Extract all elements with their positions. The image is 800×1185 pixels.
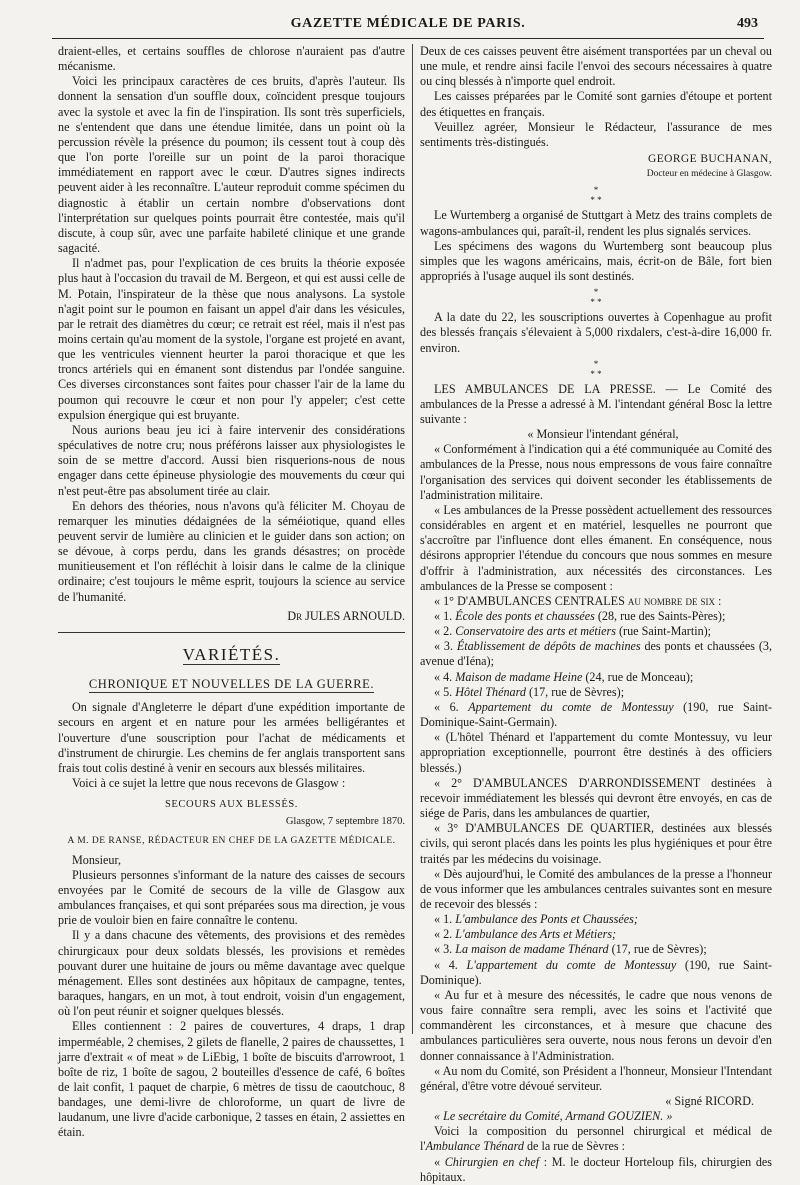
paragraph: « 3° D'AMBULANCES DE QUARTIER, destinées aux blessés civils, qui seront placés dans les points les plus hygiéniques et pour être traités par les médecins du voisinage. [420, 821, 772, 866]
section-stars: * * * [590, 287, 602, 308]
signature-title: Docteur en médecine à Glasgow. [646, 169, 772, 180]
paragraph: « Chirurgien en chef : M. le docteur Horteloup fils, chirurgien des hôpitaux. [420, 1154, 773, 1184]
paragraph: draient-elles, et certains souffles de chlorose n'auraient pas d'autre mécanisme. [58, 44, 405, 74]
paragraph: « Au nom du Comité, son Président a l'honneur, Monsieur l'Intendant général, d'être votre dévoué serviteur. [420, 1063, 772, 1093]
letter-salutation: « Monsieur l'intendant général, [527, 427, 679, 442]
chronique-title: CHRONIQUE ET NOUVELLES DE LA GUERRE. [88, 677, 375, 692]
paragraph: Le Wurtemberg a organisé de Stuttgart à Metz des trains complets de wagons-ambulances qui, paraît-il, rendent les plus signalés services. [420, 208, 772, 238]
paragraph [420, 382, 772, 427]
section-stars: * * * [590, 358, 602, 379]
list-item: « 4. Maison de madame Heine (24, rue de Monceau); [434, 669, 694, 684]
paragraph: Voici la composition du personnel chirurgical et médical de l'Ambulance Thénard de la rue de Sèvres : [420, 1124, 772, 1154]
paragraph: En dehors des théories, nous n'avons qu'à féliciter M. Choyau de remarquer les minuties dédaignées de la séméiotique, quand elles peuvent servir de lumière au clinicien et le guider dans son action; on se dévoue, à corps perdu, dans les grands désastres; on procède munitieusement et l'on réfléchit à loisir dans le calme de la clinique ordinaire; c'est toujours le même esprit, toujours la science au service de l'humanité. [58, 498, 405, 604]
column-divider [412, 44, 413, 1034]
paragraph: Les caisses préparées par le Comité sont garnies d'étoupe et portent des étiquettes en français. [420, 89, 772, 119]
list-item: « 1. L'ambulance des Ponts et Chaussées; [434, 912, 638, 927]
varietes-heading: VARIÉTÉS. [182, 644, 281, 664]
paragraph: Nous aurions beau jeu ici à faire intervenir des considérations spéculatives de notre cru; nous préférons laisser aux physiologistes le soin de se mettre d'accord. Aussi bien risquerions-nous de nous engager dans cette épineuse physiologie des mouvements du cœur qui n'est peut-être pas absolument tirée au clair. [58, 422, 405, 498]
list-heading: « 1° D'AMBULANCES CENTRALES au nombre de six : [434, 593, 722, 608]
press-intro: — Le Comité des ambulances de la Presse a adressé à M. l'intendant général Bosc la lettre suivante : [420, 381, 772, 426]
section-stars: * * * [590, 185, 602, 206]
paragraph: Il n'admet pas, pour l'explication de ces bruits la théorie exposée plus haut à l'occasion du travail de M. Bergeon, et qui est aussi celle de M. Potain, l'inspirateur de la thèse que nous analysons. La systole n'agit point sur le poumon en faisant un appel d'air dans les vésicules, par le retrait des diamètres du cœur; ce retrait est réel, mais il n'est pas moins certain qu'au moment de la systole, l'organe est projeté en avant, que les ventricules viennent heurter la paroi thoracique et que les troncs artériels qui en émanent sont distendus par l'ondée sanguine. Ces diverses circonstances sont faites pour chasser l'air de la lame du poumon qui recouvre le cœur et non pour l'y appeler; c'est cette expulsion énergique qui est bruyante. [58, 256, 405, 422]
chronique-heading [58, 677, 405, 692]
paragraph: Les spécimens des wagons du Wurtemberg sont beaucoup plus simples que les wagons américains, mais, écrit-on de Bâle, fort bien appropriés à l'usage auquel ils sont destinés. [420, 238, 772, 284]
paragraph: A la date du 22, les souscriptions ouvertes à Copenhague au profit des blessés français s'élevaient à 5,000 rixdalers, c'est-à-dire 16,000 fr. environ. [420, 310, 772, 355]
paragraph: « Au fur et à mesure des nécessités, le cadre que nous venons de vous faire connaître sera rempli, avec les soins et l'activité que commandèrent les circonstances, et à mesure que chacune des ambulances particulières sera ouverte, nous nous ferons un devoir d'en donner connaissance à l'Administration. [420, 987, 772, 1063]
list-item: « 6. Appartement du comte de Montessuy (190, rue Saint-Dominique-Saint-Germain). [420, 699, 772, 730]
list-item: « 3. La maison de madame Thénard (17, rue de Sèvres); [434, 942, 707, 957]
list-item: « 2. L'ambulance des Arts et Métiers; [434, 927, 617, 942]
signature-ricord: « Signé RICORD. [665, 1094, 754, 1108]
author-signature: Dr JULES ARNOULD. [287, 608, 405, 623]
paragraph: Voici les principaux caractères de ces bruits, d'après l'auteur. Ils donnent la sensation d'un souffle doux, coïncident presque toujours avec la systole et avec la fin de l'inspiration. Ils sont très superficiels, ne s'entendent que dans une étendue limitée, dans un point où la percussion révèle la présence du poumon; ils cessent tout à coup dès que l'on porte l'oreille sur un point de la paroi thoracique immédiatement en rapport avec le cœur. D'autres signes indirects peuvent aider à les reconnaître. L'auteur reproduit comme spécimen du diagnostic à établir un certain nombre d'observations dont l'interprétation sur quelques points pourrait être contestée, mais qu'il discute, à coup sûr, avec une parfaite habileté clinique et une grande sagacité. [58, 74, 405, 256]
paragraph: Deux de ces caisses peuvent être aisément transportées par un cheval ou une mule, et rendre ainsi facile l'envoi des secours nécessaires à quatre ou cinq blessés à n'importe quel endroit. [420, 44, 772, 89]
page-header [52, 10, 764, 39]
press-heading: LES AMBULANCES DE LA PRESSE. [434, 381, 656, 396]
paragraph: Elles contiennent : 2 paires de couvertures, 4 draps, 1 drap imperméable, 2 chemises, 2 gilets de flanelle, 2 paires de chaussettes, 1 jarre d'extrait « of meat » de LiEbig, 1 boîte de biscuits d'arrowroot, 1 boîte de riz, 1 boîte de sagou, 2 bouteilles d'essence de café, 6 boîtes de lait confit, 1 paquet de charpie, 6 mètres de tissu de caoutchouc, 8 bandages, une demi-livre de chloroforme, un quart de livre de laudanum, une livre d'acide carbonique, 2 tasses en étain, 2 assiettes en étain. [58, 1019, 405, 1140]
paragraph: « 2° D'AMBULANCES D'ARRONDISSEMENT destinées à recevoir immédiatement les blessés qui devront être envoyés, en cas de siége de Paris, dans les ambulances de quartier, [420, 775, 772, 821]
paragraph: « Les ambulances de la Presse possèdent actuellement des ressources considérables en argent et en matériel, lesquelles ne pourront que s'accroître par l'influence dont elles émanent. En conséquence, nous désirons approprier l'étendue du concours que nous sommes en mesure d'offrir à l'administration, aux nécessités des circonstances. Les ambulances de la Presse se composent : [420, 502, 772, 593]
paragraph: Plusieurs personnes s'informant de la nature des caisses de secours envoyées par le Comité de secours de la ville de Glasgow aux ambulances françaises, et qui sont préparées sous ma direction, je vous prie de vouloir bien en faire connaître le contenu. [58, 867, 405, 928]
right-column [420, 44, 773, 1184]
signature-buchanan: GEORGE BUCHANAN, [648, 153, 772, 166]
list-item: « 1. École des ponts et chaussées (28, rue des Saints-Pères); [434, 609, 726, 623]
paragraph: Voici à ce sujet la lettre que nous recevons de Glasgow : [72, 776, 346, 791]
list-item: « 4. L'appartement du comte de Montessuy (190, rue Saint-Dominique). [420, 957, 773, 987]
list-item: « 3. Établissement de dépôts de machines des ponts et chaussées (3, avenue d'Iéna); [420, 639, 772, 669]
secretary-signature: « Le secrétaire du Comité, Armand GOUZIEN. » [434, 1109, 673, 1124]
left-column [58, 44, 405, 1140]
paragraph: Il y a dans chacune des vêtements, des provisions et des remèdes chirurgicaux pour deux soldats blessés, les provisions et remèdes pouvant durer une huitaine de jours ou même davantage avec quelque ménagement. Elles sont destinées aux hôpitaux de campagne, tentes, baraques, hangars, en un mot, à tout endroit, voisin d'un engagement, où l'on peut réunir et soigner quelques blessés. [58, 928, 405, 1019]
paragraph: « Conformément à l'indication qui a été communiquée au Comité des ambulances de la Presse, nous nous empressons de vous faire connaître l'organisation des services qui doivent seconder les établissements de l'administration militaire. [420, 442, 772, 502]
section-rule [58, 632, 405, 633]
paragraph: On signale d'Angleterre le départ d'une expédition importante de secours en argent et en nature pour les armées belligérantes et l'ouverture d'une souscription pour l'achat de médicaments et d'instrument de chirurgie. Les chemins de fer anglais transportent sans frais tout colis destiné à venir en secours aux blessés militaires. [58, 700, 405, 775]
paragraph: « (L'hôtel Thénard et l'appartement du comte Montessuy, vu leur appropriation exceptionnelle, pourront être destinés à des officiers blessés.) [420, 730, 772, 775]
letter-address: A M. DE RANSE, RÉDACTEUR EN CHEF DE LA GAZETTE MÉDICALE. [67, 835, 396, 846]
list-item: « 2. Conservatoire des arts et métiers (rue Saint-Martin); [434, 624, 712, 639]
secours-subtitle: SECOURS AUX BLESSÉS. [164, 799, 299, 811]
list-item: « 5. Hôtel Thénard (17, rue de Sèvres); [434, 684, 625, 699]
letter-dateline: Glasgow, 7 septembre 1870. [285, 816, 405, 828]
salutation: Monsieur, [72, 852, 122, 867]
paragraph: « Dès aujourd'hui, le Comité des ambulances de la presse a l'honneur de vous informer que les ambulances centrales suivantes sont en mesure de recevoir des blessés : [420, 866, 772, 911]
paragraph: Veuillez agréer, Monsieur le Rédacteur, l'assurance de mes sentiments très-distingués. [420, 119, 772, 149]
journal-title: GAZETTE MÉDICALE DE PARIS. [290, 16, 526, 31]
section-title-varietes [58, 644, 405, 665]
page-number: 493 [737, 16, 758, 31]
